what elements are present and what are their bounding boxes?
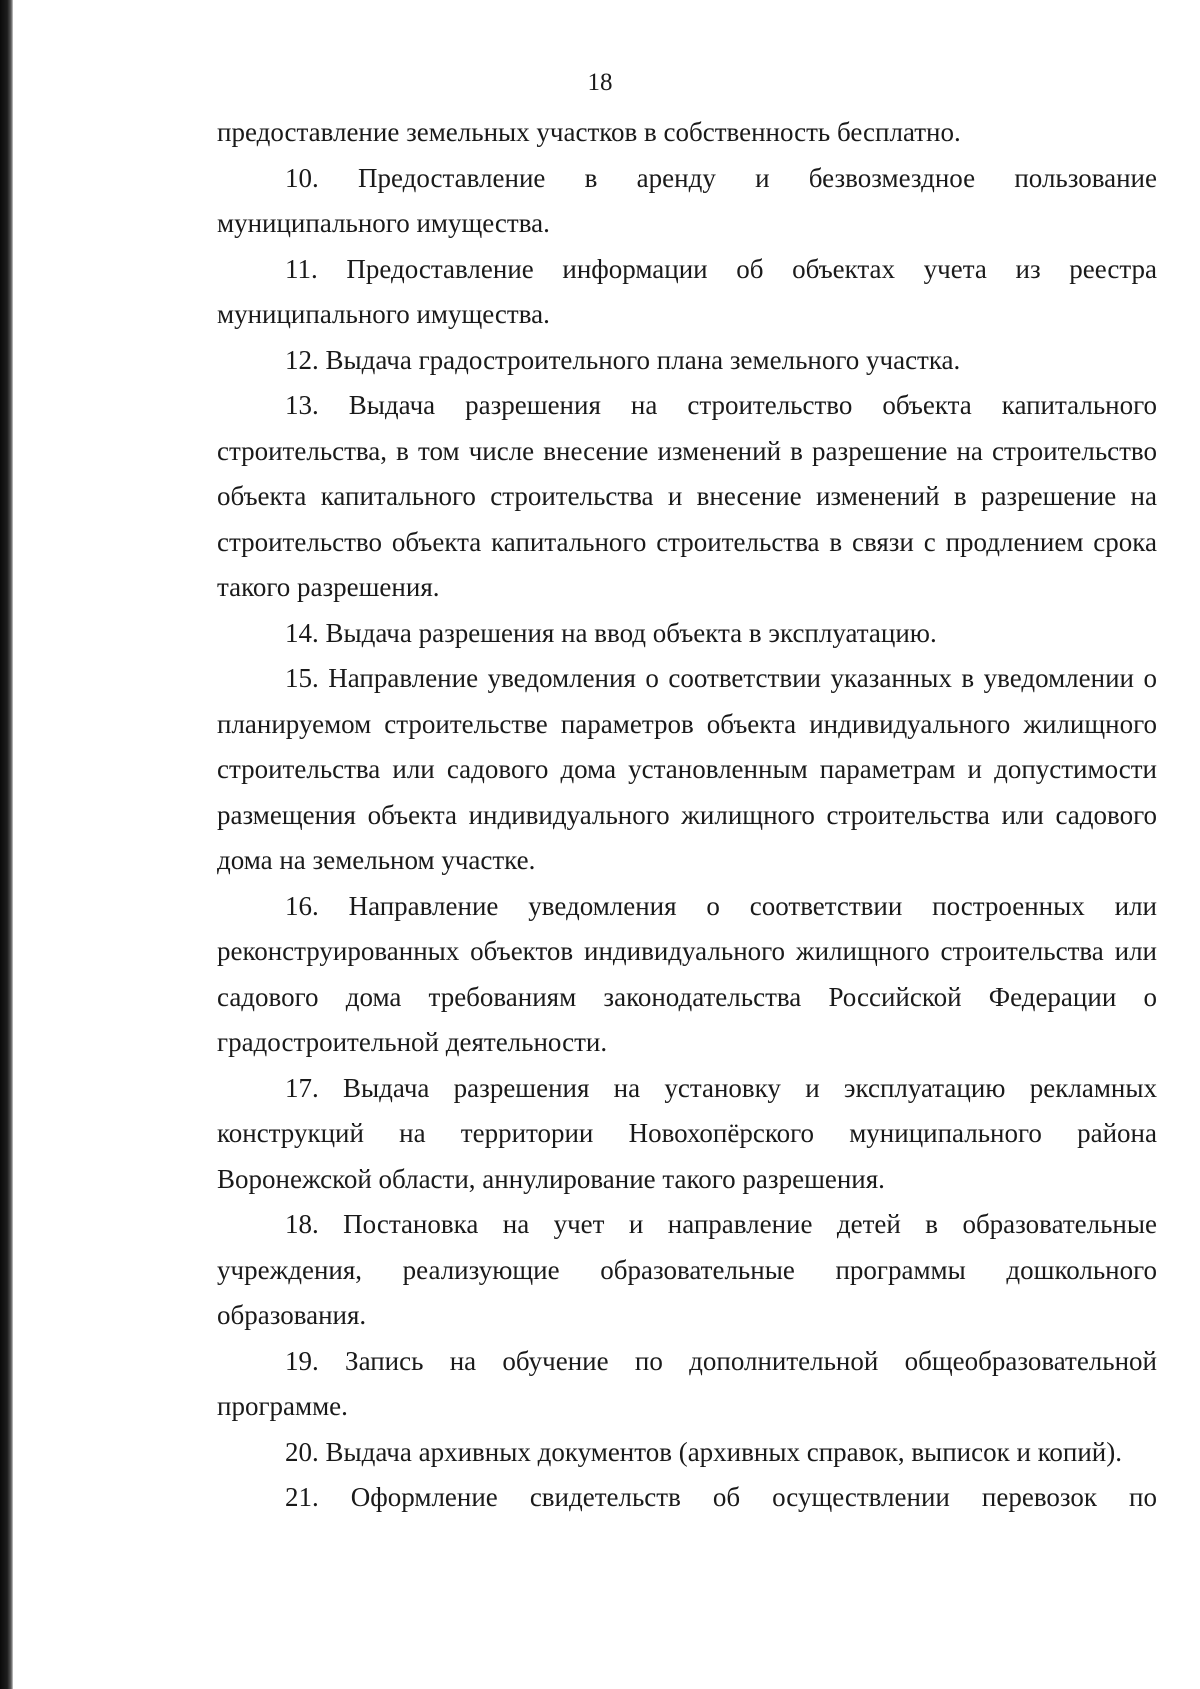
list-item-13: 13. Выдача разрешения на строительство объекта капитального строительства, в том числе внесение изменений в разрешение на строительство объекта капитального строительства и внесение изменений в разрешение на строительство объекта капитального строительства в связи с продлением срока такого разрешения. <box>217 390 1157 602</box>
list-item-18: 18. Постановка на учет и направление детей в образовательные учреждения, реализующие образовательные программы дошкольного образования. <box>217 1209 1157 1330</box>
paragraph-continuation: предоставление земельных участков в собственность бесплатно. <box>217 117 961 147</box>
list-item-10: 10. Предоставление в аренду и безвозмездное пользование муниципального имущества. <box>217 162 1157 238</box>
list-item-16: 16. Направление уведомления о соответствии построенных или реконструированных объектов индивидуального жилищного строительства или садового дома требованиям законодательства Российской Федерации о градостроительной деятельности. <box>217 890 1157 1057</box>
list-item-12: 12. Выдача градостроительного плана земельного участка. <box>285 344 961 375</box>
list-item-19: 19. Запись на обучение по дополнительной общеобразовательной программе. <box>217 1345 1157 1421</box>
page-number: 18 <box>587 69 613 96</box>
list-item-20: 20. Выдача архивных документов (архивных справок, выписок и копий). <box>285 1436 1122 1467</box>
list-item-17: 17. Выдача разрешения на установку и эксплуатацию рекламных конструкций на территории Новохопёрского муниципального района Воронежской области, аннулирование такого разрешения. <box>217 1072 1157 1194</box>
document-body <box>217 110 1157 1521</box>
list-item-21: 21. Оформление свидетельств об осуществлении перевозок по <box>285 1482 1157 1512</box>
list-item-11: 11. Предоставление информации об объектах учета из реестра муниципального имущества. <box>217 253 1157 329</box>
list-item-15: 15. Направление уведомления о соответствии указанных в уведомлении о планируемом строительстве параметров объекта индивидуального жилищного строительства или садового дома установленным параметрам и допустимости размещения объекта индивидуального жилищного строительства или садового дома на земельном участке. <box>217 663 1157 875</box>
list-item-14: 14. Выдача разрешения на ввод объекта в эксплуатацию. <box>285 617 937 648</box>
